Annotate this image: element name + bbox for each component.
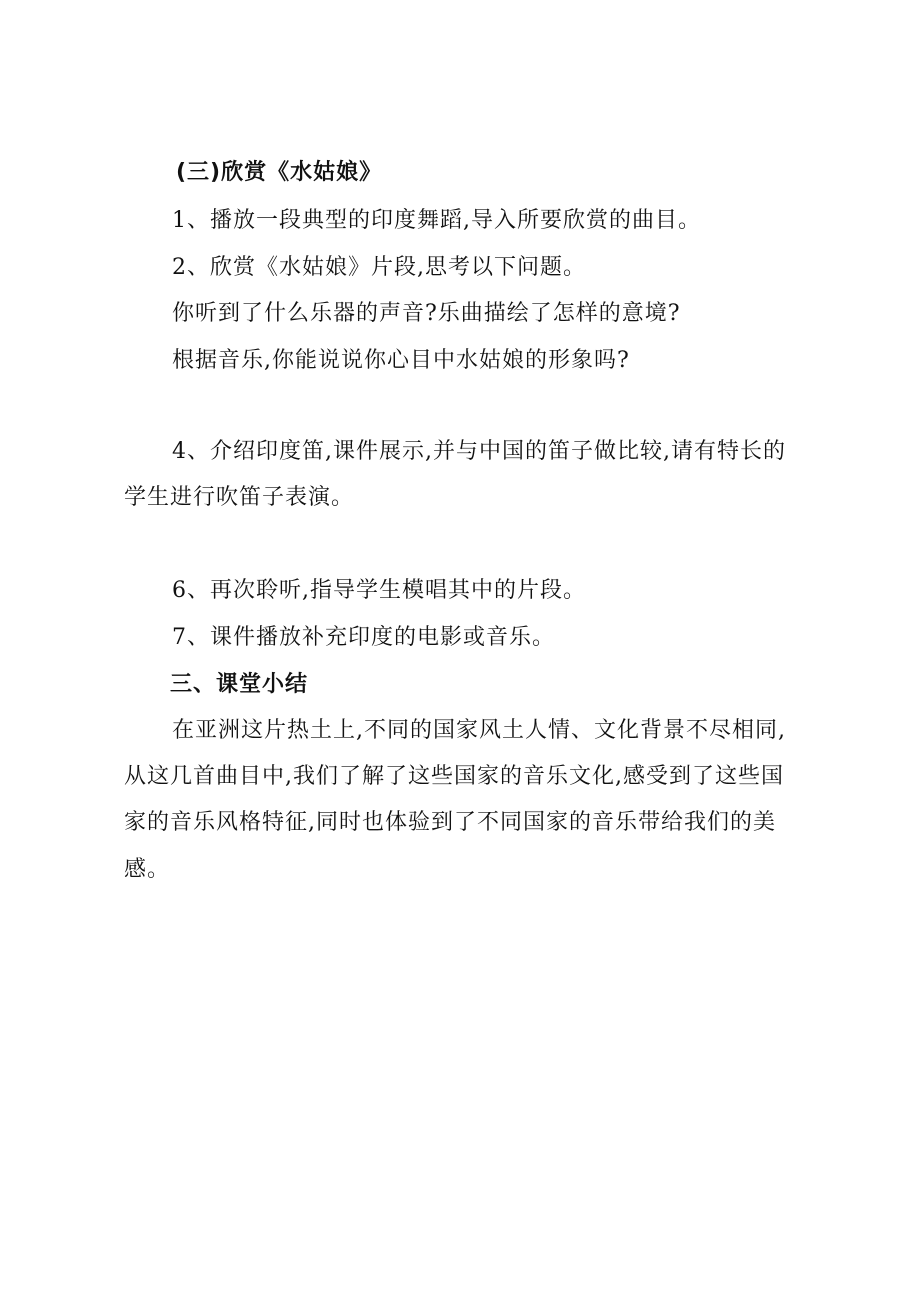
list-item-6: 6、再次聆听,指导学生模唱其中的片段。 [172,578,586,603]
list-item-4-line-1: 4、介绍印度笛,课件展示,并与中国的笛子做比较,请有特长的 [172,439,786,464]
section-heading-appreciation: (三)欣赏《水姑娘》 [176,160,383,185]
summary-paragraph-line-1: 在亚洲这片热土上,不同的国家风土人情、文化背景不尽相同, [172,718,786,743]
list-item-1: 1、播放一段典型的印度舞蹈,导入所要欣赏的曲目。 [172,208,701,233]
question-line-1: 你听到了什么乐器的声音?乐曲描绘了怎样的意境? [172,301,681,326]
question-line-2: 根据音乐,你能说说你心目中水姑娘的形象吗? [172,348,630,373]
summary-paragraph-line-4: 感。 [124,857,171,882]
list-item-4-line-2: 学生进行吹笛子表演。 [124,485,355,510]
section-heading-summary: 三、课堂小结 [170,672,309,697]
summary-paragraph-line-2: 从这几首曲目中,我们了解了这些国家的音乐文化,感受到了这些国 [124,764,784,789]
list-item-7: 7、课件播放补充印度的电影或音乐。 [172,625,555,650]
summary-paragraph-line-3: 家的音乐风格特征,同时也体验到了不同国家的音乐带给我们的美 [124,810,776,835]
list-item-2: 2、欣赏《水姑娘》片段,思考以下问题。 [172,255,586,280]
